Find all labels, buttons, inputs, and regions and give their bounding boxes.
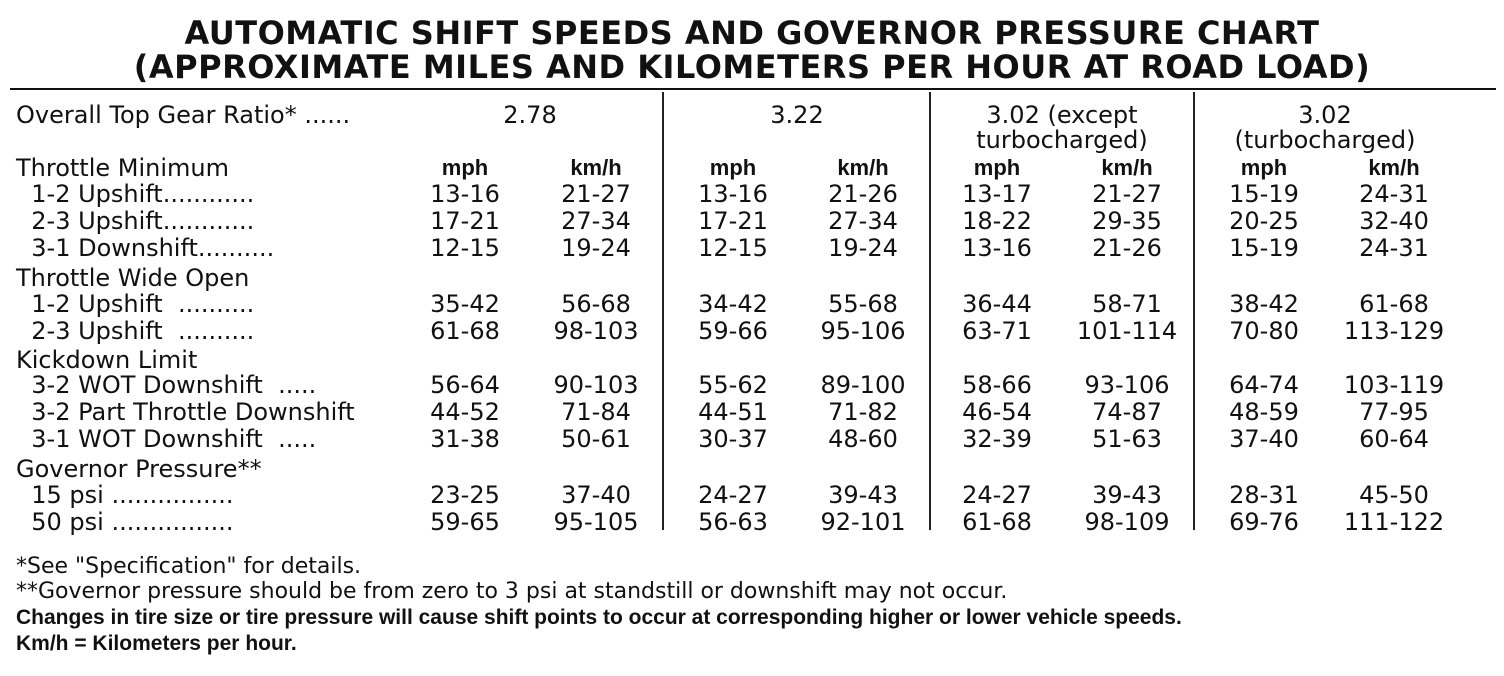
table-cell: 13-16	[430, 180, 500, 208]
table-cell: 35-42	[430, 290, 500, 318]
gear-ratio-3-line-2: turbocharged)	[976, 126, 1148, 154]
footnote-tire-size: Changes in tire size or tire pressure will cause shift points to occur at corresponding higher or lower vehicle speeds.	[16, 606, 1182, 629]
table-cell: 46-54	[962, 398, 1032, 426]
table-cell: 56-63	[698, 508, 768, 536]
table-cell: 95-106	[820, 317, 906, 345]
unit-header: km/h	[837, 155, 889, 180]
table-cell: 71-84	[561, 398, 631, 426]
table-cell: 55-68	[828, 290, 898, 318]
table-cell: 13-16	[962, 234, 1032, 262]
column-divider-3	[1193, 92, 1196, 530]
row-label: 50 psi ................	[16, 508, 234, 536]
unit-header: km/h	[1368, 155, 1420, 180]
unit-header: km/h	[1101, 155, 1153, 180]
table-cell: 23-25	[430, 481, 500, 509]
table-cell: 44-51	[698, 398, 768, 426]
unit-header: mph	[709, 155, 757, 180]
table-cell: 13-16	[698, 180, 768, 208]
table-cell: 31-38	[430, 425, 500, 453]
table-cell: 90-103	[553, 371, 639, 399]
table-cell: 17-21	[430, 207, 500, 235]
unit-header: mph	[1240, 155, 1288, 180]
table-cell: 32-39	[962, 425, 1032, 453]
table-cell: 27-34	[561, 207, 631, 235]
table-cell: 21-27	[1092, 180, 1162, 208]
gear-ratio-1-line-1: 2.78	[503, 101, 557, 129]
title-underline	[10, 88, 1496, 90]
table-cell: 60-64	[1359, 425, 1429, 453]
row-label: Kickdown Limit	[16, 346, 198, 374]
row-label: 2-3 Upshift............	[16, 207, 255, 235]
row-label: 3-2 WOT Downshift .....	[16, 371, 317, 399]
table-cell: 61-68	[962, 508, 1032, 536]
table-cell: 89-100	[820, 371, 906, 399]
table-cell: 39-43	[1092, 481, 1162, 509]
table-cell: 61-68	[430, 317, 500, 345]
table-cell: 39-43	[828, 481, 898, 509]
footnote-specification: *See "Specification" for details.	[16, 554, 362, 579]
gear-ratio-2-line-1: 3.22	[770, 101, 824, 129]
table-cell: 59-65	[430, 508, 500, 536]
row-label: Throttle Wide Open	[16, 264, 250, 292]
table-cell: 59-66	[698, 317, 768, 345]
table-cell: 55-62	[698, 371, 768, 399]
table-cell: 71-82	[828, 398, 898, 426]
table-cell: 92-101	[820, 508, 906, 536]
table-cell: 111-122	[1343, 508, 1445, 536]
footnote-kmh: Km/h = Kilometers per hour.	[16, 632, 297, 655]
table-cell: 50-61	[561, 425, 631, 453]
table-cell: 103-119	[1343, 371, 1445, 399]
table-cell: 58-71	[1092, 290, 1162, 318]
table-cell: 48-59	[1229, 398, 1299, 426]
table-cell: 93-106	[1084, 371, 1170, 399]
table-cell: 17-21	[698, 207, 768, 235]
table-cell: 13-17	[962, 180, 1032, 208]
table-cell: 21-26	[828, 180, 898, 208]
table-cell: 28-31	[1229, 481, 1299, 509]
table-cell: 44-52	[430, 398, 500, 426]
table-cell: 32-40	[1359, 207, 1429, 235]
table-cell: 29-35	[1092, 207, 1162, 235]
table-cell: 69-76	[1229, 508, 1299, 536]
table-cell: 101-114	[1076, 317, 1178, 345]
table-cell: 34-42	[698, 290, 768, 318]
row-label: Throttle Minimum	[16, 154, 229, 182]
row-label: 1-2 Upshift............	[16, 180, 255, 208]
table-cell: 74-87	[1092, 398, 1162, 426]
row-label: 1-2 Upshift ..........	[16, 290, 255, 318]
table-cell: 21-26	[1092, 234, 1162, 262]
row-label: 3-1 WOT Downshift .....	[16, 425, 317, 453]
chart-title-line-1: AUTOMATIC SHIFT SPEEDS AND GOVERNOR PRESSURE CHART	[184, 14, 1320, 52]
table-cell: 45-50	[1359, 481, 1429, 509]
row-label: Governor Pressure**	[16, 455, 262, 483]
table-cell: 27-34	[828, 207, 898, 235]
chart-title-line-2: (APPROXIMATE MILES AND KILOMETERS PER HOUR AT ROAD LOAD)	[133, 48, 1371, 86]
table-cell: 98-103	[553, 317, 639, 345]
gear-ratio-3-line-1: 3.02 (except	[986, 101, 1138, 129]
table-cell: 12-15	[430, 234, 500, 262]
table-cell: 24-27	[962, 481, 1032, 509]
column-divider-1	[662, 92, 665, 530]
unit-header: mph	[973, 155, 1021, 180]
footnote-governor-pressure: **Governor pressure should be from zero to 3 psi at standstill or downshift may not occur.	[16, 579, 1008, 604]
table-cell: 63-71	[962, 317, 1032, 345]
gear-ratio-4-line-1: 3.02	[1298, 101, 1352, 129]
gear-ratio-row-label: Overall Top Gear Ratio* ......	[16, 101, 351, 129]
row-label: 15 psi ................	[16, 481, 234, 509]
table-cell: 64-74	[1229, 371, 1299, 399]
table-cell: 19-24	[828, 234, 898, 262]
table-cell: 56-68	[561, 290, 631, 318]
table-cell: 70-80	[1229, 317, 1299, 345]
row-label: 3-2 Part Throttle Downshift	[16, 398, 355, 426]
table-cell: 51-63	[1092, 425, 1162, 453]
table-cell: 18-22	[962, 207, 1032, 235]
table-cell: 95-105	[553, 508, 639, 536]
table-cell: 20-25	[1229, 207, 1299, 235]
table-cell: 37-40	[1229, 425, 1299, 453]
table-cell: 19-24	[561, 234, 631, 262]
row-label: 2-3 Upshift ..........	[16, 317, 255, 345]
table-cell: 30-37	[698, 425, 768, 453]
table-cell: 24-31	[1359, 180, 1429, 208]
table-cell: 15-19	[1229, 234, 1299, 262]
table-cell: 15-19	[1229, 180, 1299, 208]
table-cell: 38-42	[1229, 290, 1299, 318]
table-cell: 24-27	[698, 481, 768, 509]
table-cell: 24-31	[1359, 234, 1429, 262]
unit-header: km/h	[570, 155, 622, 180]
table-cell: 56-64	[430, 371, 500, 399]
table-cell: 77-95	[1359, 398, 1429, 426]
table-cell: 113-129	[1343, 317, 1445, 345]
row-label: 3-1 Downshift..........	[16, 234, 275, 262]
table-cell: 21-27	[561, 180, 631, 208]
table-cell: 36-44	[962, 290, 1032, 318]
unit-header: mph	[441, 155, 489, 180]
table-cell: 48-60	[828, 425, 898, 453]
table-cell: 98-109	[1084, 508, 1170, 536]
table-cell: 12-15	[698, 234, 768, 262]
table-cell: 61-68	[1359, 290, 1429, 318]
gear-ratio-4-line-2: (turbocharged)	[1234, 126, 1416, 154]
table-cell: 58-66	[962, 371, 1032, 399]
table-cell: 37-40	[561, 481, 631, 509]
